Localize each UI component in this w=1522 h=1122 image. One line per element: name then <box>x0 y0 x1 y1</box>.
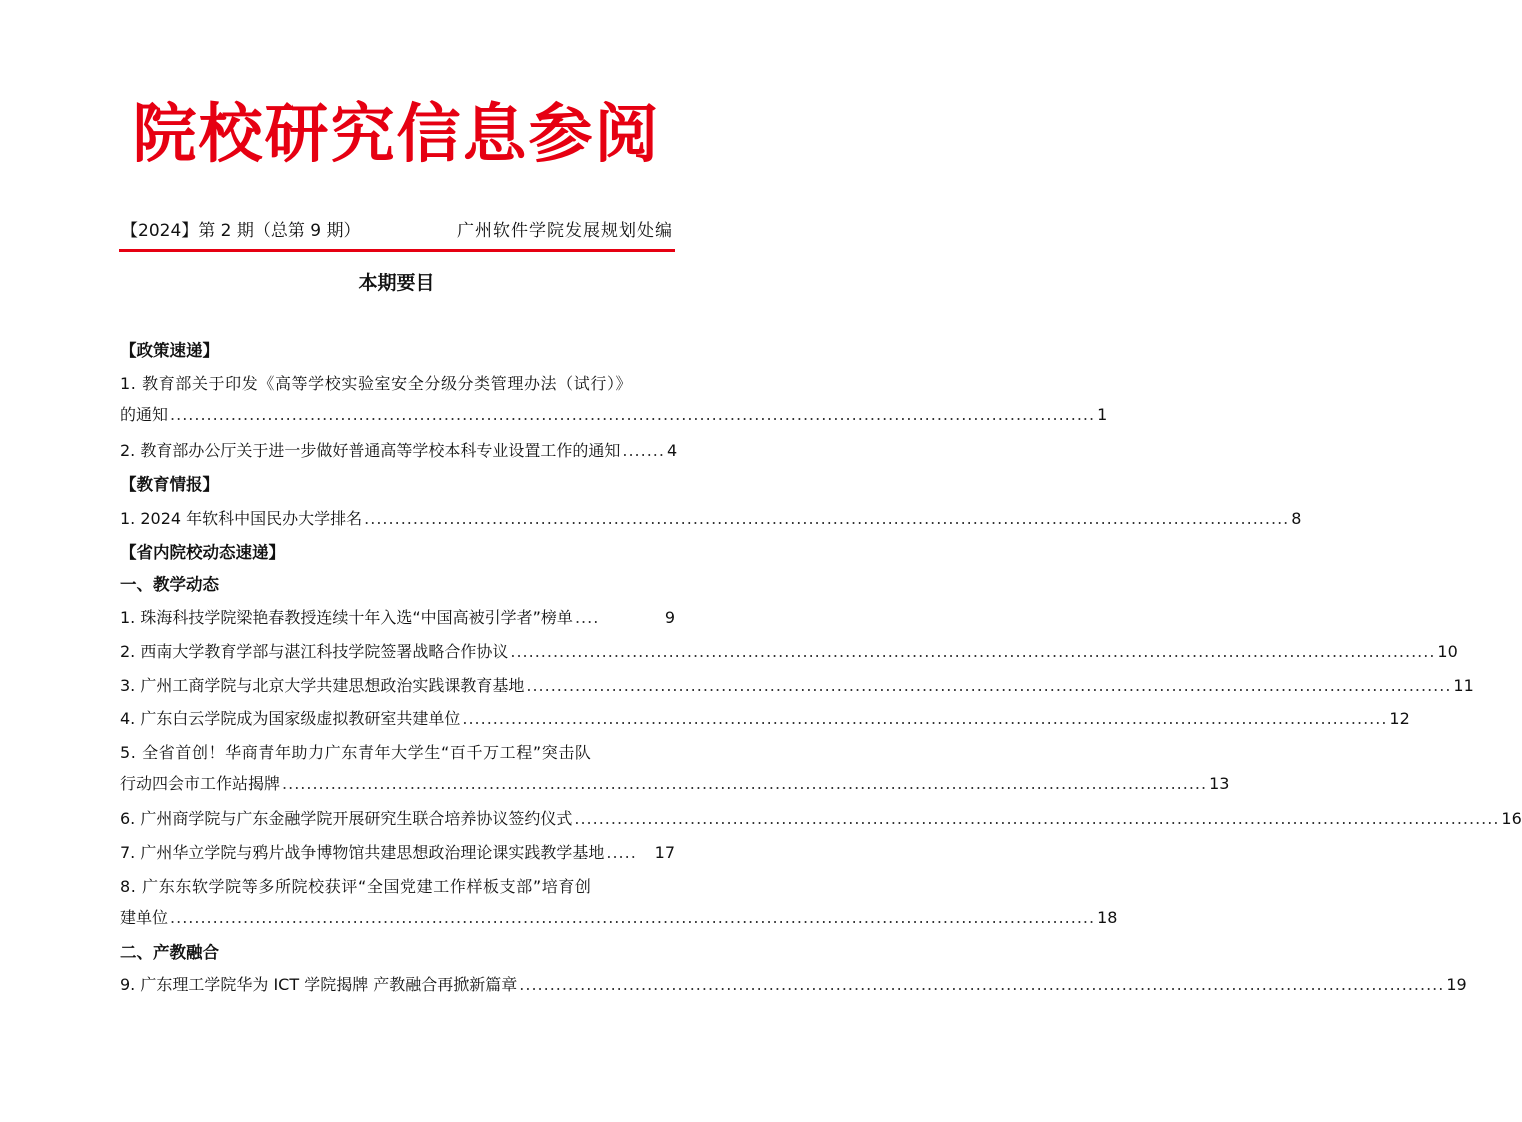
entry-page: 19 <box>1446 975 1467 994</box>
entry-title: 1. 珠海科技学院梁艳春教授连续十年入选“中国高被引学者”榜单 <box>120 608 573 627</box>
entry-title: 6. 广州商学院与广东金融学院开展研究生联合培养协议签约仪式 <box>120 809 573 828</box>
entry-title: 4. 广东白云学院成为国家级虚拟教研室共建单位 <box>120 709 461 728</box>
leader-dots: ........................................................................................................................................................ <box>364 509 1290 528</box>
entry-page: 1 <box>1097 405 1108 424</box>
leader-dots: ........................................................................................................................................................ <box>170 405 1096 424</box>
leader-dots: ........................................................................................................................................................ <box>526 676 1452 695</box>
entry-page: 8 <box>1291 509 1302 528</box>
toc-entry-teaching-8[interactable] <box>120 876 1118 929</box>
entry-page: 11 <box>1453 676 1474 695</box>
toc-entry-teaching-1[interactable] <box>120 607 675 629</box>
entry-page: 12 <box>1389 709 1410 728</box>
leader-dots: ........................................................................................................................................................ <box>510 642 1436 661</box>
entry-title: 2. 教育部办公厅关于进一步做好普通高等学校本科专业设置工作的通知 <box>120 441 621 460</box>
entry-page: 13 <box>1209 774 1230 793</box>
issue-number: 【2024】第 2 期（总第 9 期） <box>121 221 361 241</box>
entry-title-line1: 1. 教育部关于印发《高等学校实验室安全分级分类管理办法（试行）》 <box>120 374 633 393</box>
toc-entry-teaching-5[interactable] <box>120 742 1230 795</box>
masthead-divider <box>119 249 675 252</box>
entry-title: 7. 广州华立学院与鸦片战争博物馆共建思想政治理论课实践教学基地 <box>120 843 605 862</box>
toc-entry-teaching-2[interactable] <box>120 641 1458 663</box>
entry-title: 1. 2024 年软科中国民办大学排名 <box>120 509 363 528</box>
editor-credit: 广州软件学院发展规划处编 <box>457 221 673 241</box>
entry-title: 3. 广州工商学院与北京大学共建思想政治实践课教育基地 <box>120 676 525 695</box>
entry-title: 2. 西南大学教育学部与湛江科技学院签署战略合作协议 <box>120 642 509 661</box>
toc-entry-info-1[interactable] <box>120 508 1302 530</box>
entry-title-line2: 的通知 <box>120 405 169 424</box>
toc-entry-teaching-6[interactable] <box>120 808 1522 830</box>
entry-page: 17 <box>654 843 675 862</box>
entry-page: 9 <box>664 608 675 627</box>
subsection-industry: 二、产教融合 <box>120 943 219 962</box>
leader-dots: ........................................................................................................................................................ <box>282 774 1208 793</box>
toc-entry-teaching-4[interactable] <box>120 708 1410 730</box>
entry-page: 10 <box>1437 642 1458 661</box>
leader-dots: ........................................................................................................................................................ <box>462 709 1388 728</box>
entry-title-line1: 5. 全省首创！华商青年助力广东青年大学生“百千万工程”突击队 <box>120 743 592 762</box>
toc-entry-industry-9[interactable] <box>120 974 1467 996</box>
leader-dots: ........................................................................................................................................................ <box>519 975 1445 994</box>
toc-title: 本期要目 <box>358 272 435 294</box>
leader-dots: ........................................................................................................................................................ <box>170 908 1096 927</box>
leader-dots: ..... <box>606 843 637 862</box>
entry-title-line1: 8. 广东东软学院等多所院校获评“全国党建工作样板支部”培育创 <box>120 877 592 896</box>
section-info: 【教育情报】 <box>120 475 219 494</box>
masthead-title: 院校研究信息参阅 <box>132 97 661 172</box>
entry-title-line2: 建单位 <box>120 908 169 927</box>
entry-page: 18 <box>1097 908 1118 927</box>
section-dynamics: 【省内院校动态速递】 <box>120 543 285 562</box>
subsection-teaching: 一、教学动态 <box>120 575 219 594</box>
section-policy: 【政策速递】 <box>120 341 219 360</box>
leader-dots: ....... <box>622 441 665 460</box>
entry-title-line2: 行动四会市工作站揭牌 <box>120 774 281 793</box>
toc-entry-policy-1[interactable] <box>120 373 1108 426</box>
entry-page: 4 <box>666 441 678 460</box>
toc-entry-policy-2[interactable] <box>120 440 678 462</box>
leader-dots: ........................................................................................................................................................ <box>574 809 1500 828</box>
toc-entry-teaching-7[interactable] <box>120 842 675 864</box>
entry-page: 16 <box>1501 809 1522 828</box>
issue-line <box>121 219 673 243</box>
entry-title: 9. 广东理工学院华为 ICT 学院揭牌 产教融合再掀新篇章 <box>120 975 518 994</box>
toc-entry-teaching-3[interactable] <box>120 675 1474 697</box>
leader-dots: .... <box>574 608 600 627</box>
